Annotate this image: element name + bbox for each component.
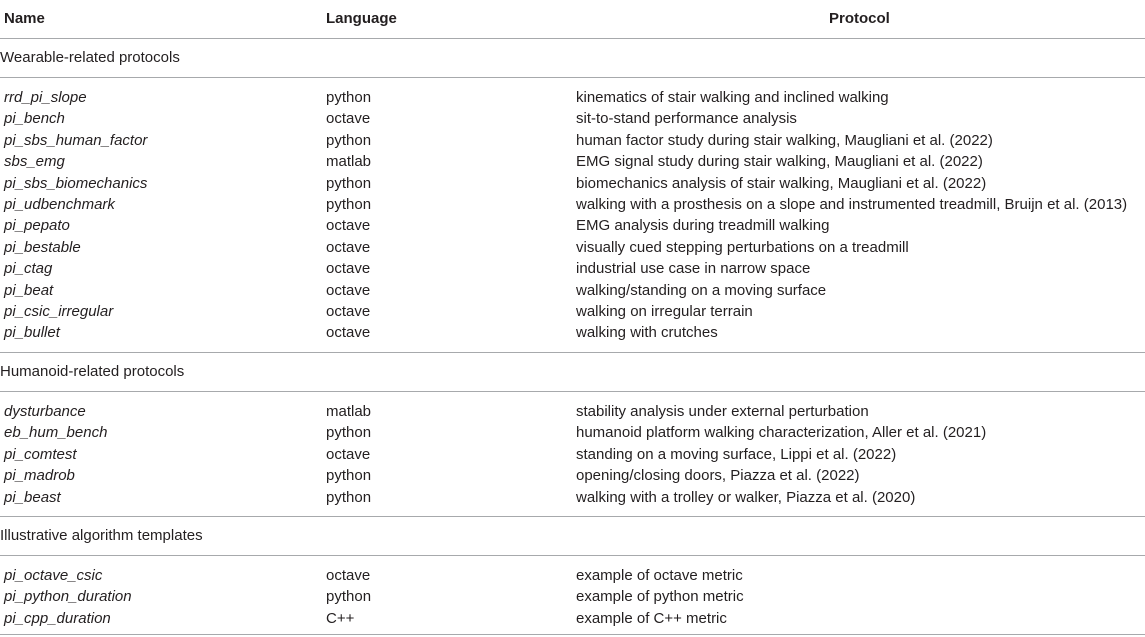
section-rule	[0, 555, 1145, 556]
row-name: dysturbance	[4, 403, 86, 420]
row-name: pi_comtest	[4, 445, 77, 463]
row-protocol: humanoid platform walking characterization, Aller et al. (2021)	[576, 424, 987, 442]
row-protocol: example of python metric	[576, 588, 744, 606]
row-name: pi_ctag	[4, 260, 53, 278]
row-protocol: example of C++ metric	[576, 609, 727, 627]
row-language: python	[326, 196, 372, 213]
row-language: python	[326, 424, 372, 442]
row-language: matlab	[326, 153, 372, 171]
table-row	[0, 173, 1145, 194]
row-language: python	[326, 488, 372, 506]
row-language: octave	[326, 217, 371, 235]
table-row	[0, 401, 1145, 422]
row-protocol: example of octave metric	[576, 567, 743, 584]
row-name: pi_octave_csic	[4, 567, 103, 584]
section-rule	[0, 77, 1145, 78]
table-row	[0, 565, 1145, 586]
table-row	[0, 586, 1145, 607]
table-row	[0, 487, 1145, 508]
row-name: pi_udbenchmark	[4, 196, 115, 213]
row-name: pi_cpp_duration	[4, 609, 111, 627]
section-title-templates: Illustrative algorithm templates	[0, 527, 203, 544]
section-rule	[0, 352, 1145, 353]
row-protocol: standing on a moving surface, Lippi et al. (2022)	[576, 445, 897, 463]
table-row	[0, 608, 1145, 629]
row-name: pi_csic_irregular	[4, 303, 114, 320]
table-row	[0, 444, 1145, 465]
table-row	[0, 422, 1145, 443]
table-row	[0, 465, 1145, 486]
row-name: pi_python_duration	[4, 588, 132, 606]
row-protocol: stability analysis under external perturbation	[576, 403, 869, 420]
section-rule	[0, 391, 1145, 392]
row-language: python	[326, 467, 372, 485]
table-header-row	[0, 8, 1145, 29]
table-row	[0, 301, 1145, 322]
row-name: pi_madrob	[4, 467, 75, 485]
row-language: octave	[326, 303, 371, 320]
table-row	[0, 151, 1145, 172]
row-protocol: walking with a prosthesis on a slope and instrumented treadmill, Bruijn et al. (2013)	[576, 196, 1128, 213]
column-header-language: Language	[326, 10, 397, 27]
row-protocol: EMG signal study during stair walking, Maugliani et al. (2022)	[576, 153, 983, 171]
header-rule	[0, 38, 1145, 39]
table-row	[0, 130, 1145, 151]
row-language: octave	[326, 567, 371, 584]
row-language: matlab	[326, 403, 372, 420]
row-protocol: walking/standing on a moving surface	[576, 281, 827, 299]
row-protocol: visually cued stepping perturbations on a treadmill	[576, 238, 909, 256]
row-protocol: EMG analysis during treadmill walking	[576, 217, 830, 235]
row-name: sbs_emg	[4, 153, 65, 171]
column-header-protocol: Protocol	[829, 10, 890, 27]
row-language: octave	[326, 110, 371, 128]
row-language: octave	[326, 281, 371, 299]
row-language: python	[326, 588, 372, 606]
row-language: C++	[326, 609, 355, 627]
row-protocol: biomechanics analysis of stair walking, Maugliani et al. (2022)	[576, 174, 987, 192]
row-name: pi_bestable	[4, 238, 81, 256]
table-row	[0, 194, 1145, 215]
table-row	[0, 87, 1145, 108]
table-row	[0, 215, 1145, 236]
row-protocol: opening/closing doors, Piazza et al. (2022)	[576, 467, 860, 485]
row-protocol: walking with crutches	[576, 324, 718, 342]
row-protocol: human factor study during stair walking, Maugliani et al. (2022)	[576, 131, 993, 149]
row-language: octave	[326, 324, 371, 342]
row-language: python	[326, 89, 372, 106]
row-protocol: walking on irregular terrain	[576, 303, 753, 320]
row-name: pi_beat	[4, 281, 54, 299]
section-title-wearable: Wearable-related protocols	[0, 49, 180, 66]
row-name: pi_beast	[4, 488, 61, 506]
row-name: pi_bullet	[4, 324, 60, 342]
row-language: octave	[326, 238, 371, 256]
row-protocol: sit-to-stand performance analysis	[576, 110, 797, 128]
row-name: eb_hum_bench	[4, 424, 108, 442]
table-bottom-rule	[0, 634, 1145, 635]
row-name: pi_sbs_human_factor	[4, 131, 148, 149]
row-protocol: industrial use case in narrow space	[576, 260, 811, 278]
row-protocol: walking with a trolley or walker, Piazza et al. (2020)	[576, 488, 916, 506]
table-row	[0, 258, 1145, 279]
row-language: octave	[326, 260, 371, 278]
row-name: pi_sbs_biomechanics	[4, 174, 148, 192]
row-language: python	[326, 174, 372, 192]
table-row	[0, 237, 1145, 258]
row-name: rrd_pi_slope	[4, 89, 87, 106]
column-header-name: Name	[4, 10, 45, 27]
row-name: pi_pepato	[4, 217, 70, 235]
section-title-humanoid: Humanoid-related protocols	[0, 363, 185, 380]
row-language: python	[326, 131, 372, 149]
row-protocol: kinematics of stair walking and inclined walking	[576, 89, 889, 106]
row-name: pi_bench	[4, 110, 65, 128]
table-row	[0, 108, 1145, 129]
table-row	[0, 322, 1145, 343]
section-rule	[0, 516, 1145, 517]
row-language: octave	[326, 445, 371, 463]
table-row	[0, 280, 1145, 301]
